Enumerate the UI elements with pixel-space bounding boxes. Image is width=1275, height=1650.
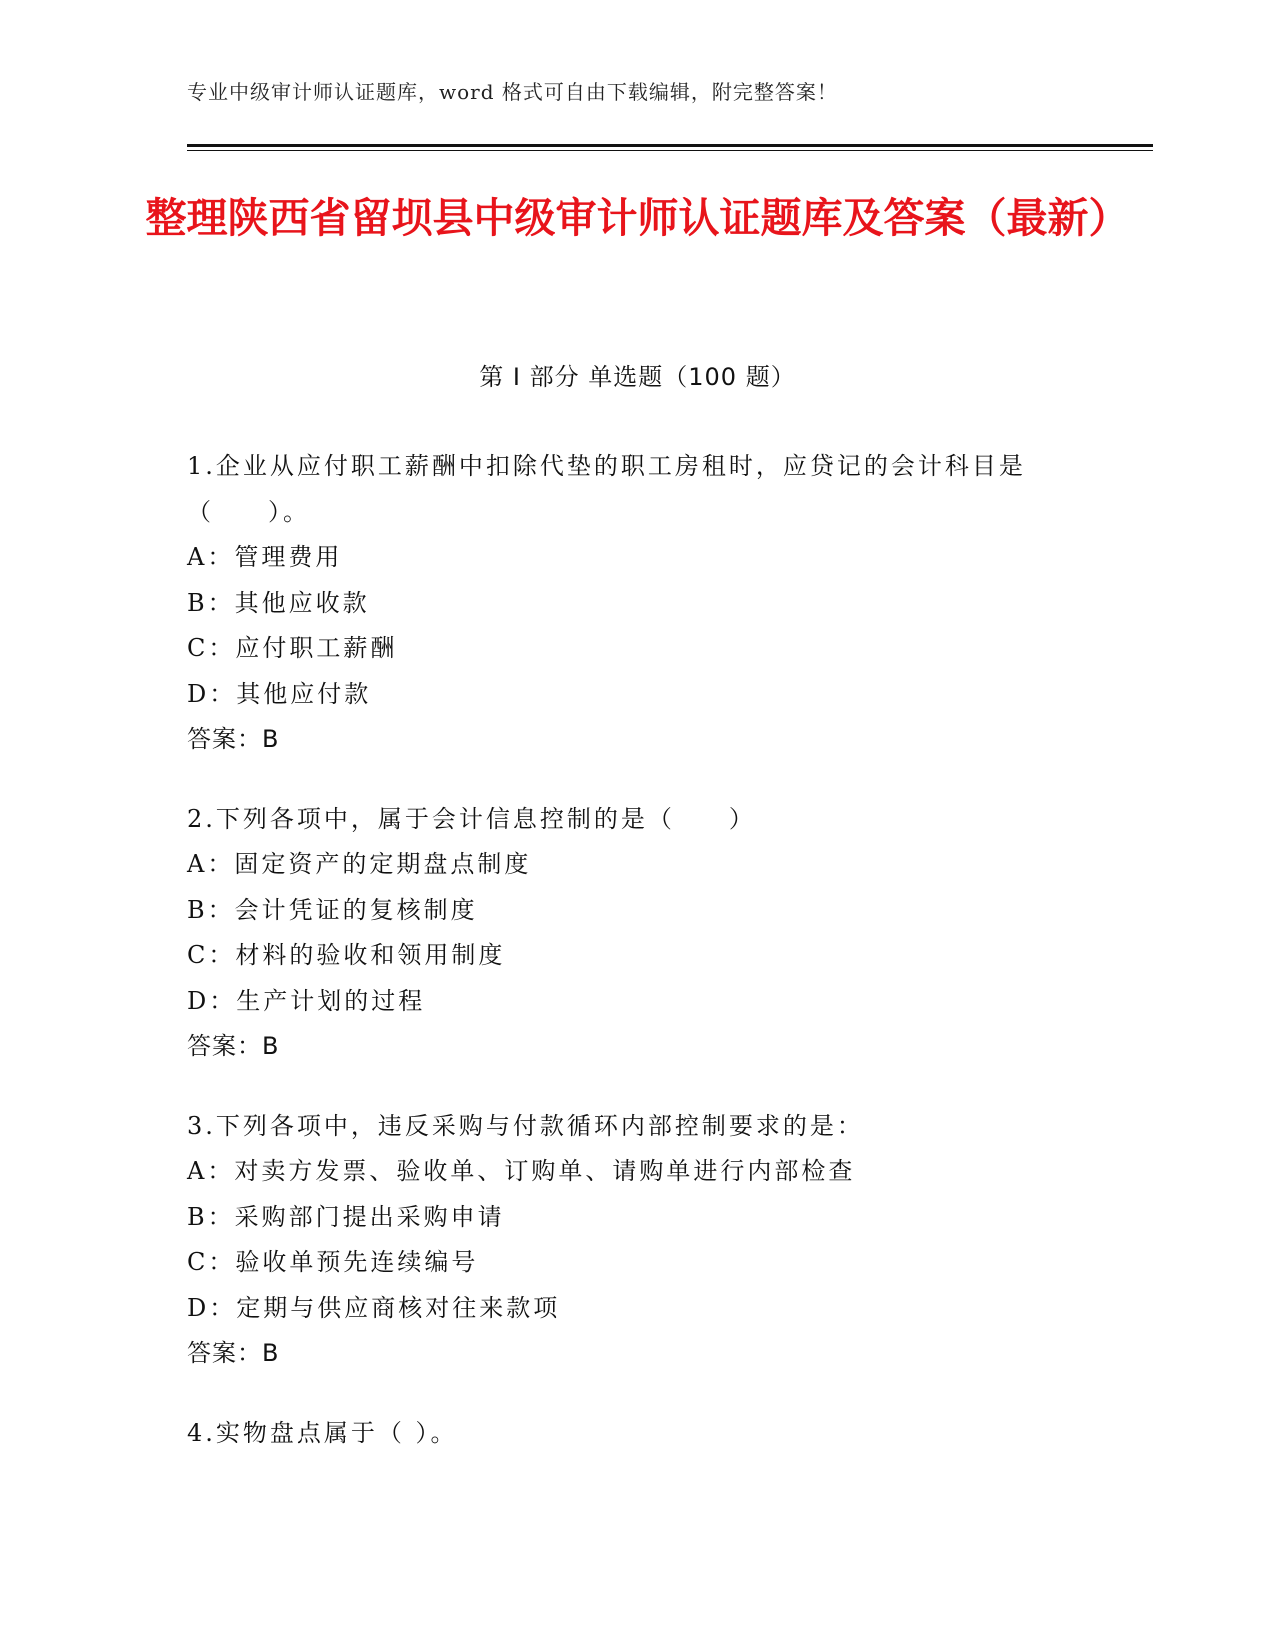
document-title: 整理陕西省留坝县中级审计师认证题库及答案（最新） xyxy=(145,194,1130,242)
answer: 答案：B xyxy=(187,1339,280,1367)
option-d: D：其他应付款 xyxy=(187,679,372,708)
option-b: B：其他应收款 xyxy=(187,588,370,617)
option-b: B：会计凭证的复核制度 xyxy=(187,895,478,924)
question-stem: 1.企业从应付职工薪酬中扣除代垫的职工房租时，应贷记的会计科目是（ ）。 xyxy=(187,452,1026,526)
option-d: D：定期与供应商核对往来款项 xyxy=(187,1293,561,1322)
option-c: C：应付职工薪酬 xyxy=(187,634,398,662)
answer: 答案：B xyxy=(187,1032,280,1060)
option-a: A：对卖方发票、验收单、订购单、请购单进行内部检查 xyxy=(187,1157,856,1185)
option-a: A：固定资产的定期盘点制度 xyxy=(187,850,532,878)
option-c: C：材料的验收和领用制度 xyxy=(187,941,506,969)
section-heading: 第 I 部分 单选题（100 题） xyxy=(479,363,796,391)
question-stem: 3.下列各项中，违反采购与付款循环内部控制要求的是： xyxy=(187,1111,864,1140)
question-2 xyxy=(187,797,1087,1070)
option-c: C：验收单预先连续编号 xyxy=(187,1248,479,1276)
option-b: B：采购部门提出采购申请 xyxy=(187,1202,505,1231)
answer: 答案：B xyxy=(187,725,280,753)
option-d: D：生产计划的过程 xyxy=(187,986,426,1015)
question-stem: 4.实物盘点属于（ ）。 xyxy=(187,1418,458,1447)
header-note: 专业中级审计师认证题库，word 格式可自由下载编辑，附完整答案！ xyxy=(187,80,838,104)
question-4 xyxy=(187,1411,1087,1457)
question-1 xyxy=(187,444,1087,763)
question-3 xyxy=(187,1104,1087,1377)
option-a: A：管理费用 xyxy=(187,543,343,571)
header-rule-thin xyxy=(187,150,1153,151)
question-stem: 2.下列各项中，属于会计信息控制的是（ ） xyxy=(187,804,756,833)
header-rule-thick xyxy=(187,144,1153,147)
question-list xyxy=(187,444,1087,1490)
